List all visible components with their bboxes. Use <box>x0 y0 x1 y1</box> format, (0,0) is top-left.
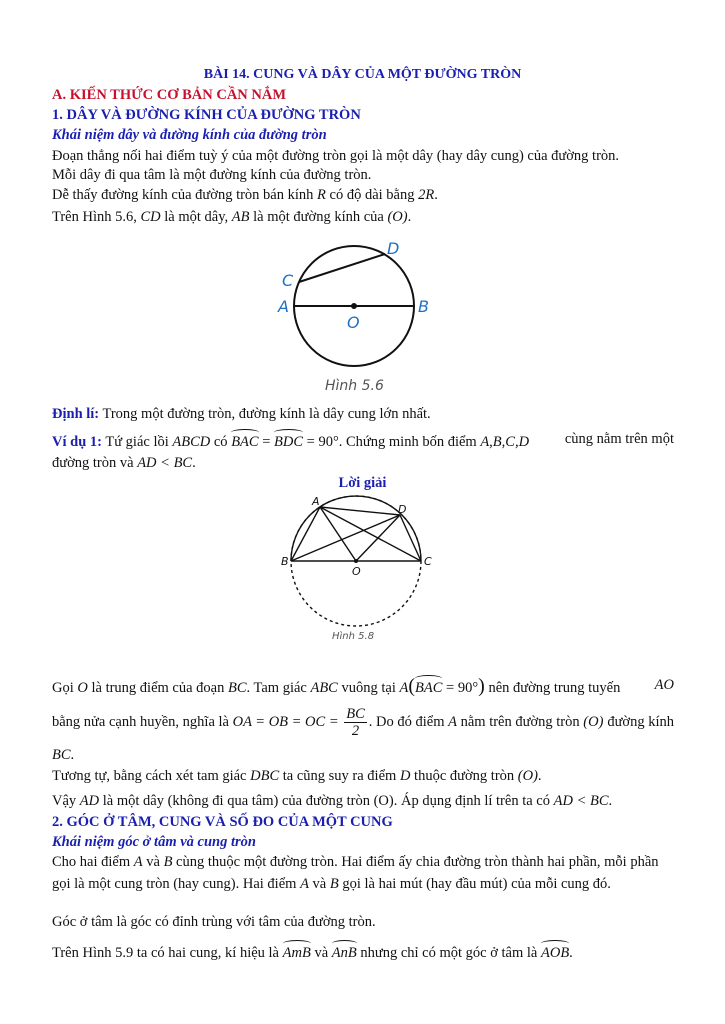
label-d: D <box>387 239 400 258</box>
math-o: (O) <box>387 209 408 225</box>
label-o: O <box>347 313 360 332</box>
math-a: A <box>133 854 143 870</box>
definition-line-1-left <box>52 853 659 871</box>
text: có <box>210 434 232 450</box>
text: . <box>70 747 75 763</box>
label-c: C <box>282 271 294 290</box>
text: có độ dài bằng <box>325 187 419 203</box>
definition-line-3: Góc ở tâm là góc có đỉnh trùng với tâm của đường tròn. <box>52 914 376 930</box>
text: nằm trên đường tròn <box>456 714 584 730</box>
solution-line-3 <box>52 746 74 764</box>
text: gọi là hai mút (hay đầu mút) của mỗi cung đó. <box>338 876 611 892</box>
math-abc: ABC <box>310 680 338 696</box>
segment-db <box>291 515 400 561</box>
text: . <box>569 945 573 961</box>
math-d: D <box>399 768 411 784</box>
text: . <box>608 793 613 809</box>
math-cd: CD <box>140 209 161 225</box>
text: . <box>537 768 542 784</box>
definition-line-1 <box>52 853 674 871</box>
text: Dễ thấy đường kính của đường tròn bán kính <box>52 187 318 203</box>
text: là một dây, <box>160 209 232 225</box>
solution-line-2 <box>52 704 674 740</box>
text: . Do đó điểm <box>368 714 449 730</box>
text: . Tam giác <box>246 680 311 696</box>
label-o: O <box>352 565 361 578</box>
fraction-bc-2 <box>344 706 367 739</box>
text: đường kính <box>607 714 674 730</box>
label-c: C <box>424 555 432 568</box>
example-1-part <box>52 430 529 451</box>
label-a: A <box>312 495 320 508</box>
fraction-numerator: BC <box>346 706 365 723</box>
text: thuộc đường tròn <box>410 768 518 784</box>
paragraph-1: Đoạn thẳng nối hai điểm tuỳ ý của một đường tròn gọi là một dây (hay dây cung) của đường tròn. <box>52 148 620 164</box>
text: cùng nằm trên một <box>564 431 674 447</box>
math-dbc: DBC <box>250 768 280 784</box>
label-b: B <box>418 297 429 316</box>
math-a: A <box>300 876 309 892</box>
example-label: Ví dụ 1: <box>52 434 102 450</box>
paragraph-4 <box>52 208 411 226</box>
theorem-text: Trong một đường tròn, đường kính là dây cung lớn nhất. <box>99 406 431 422</box>
example-1-line-1 <box>52 430 674 451</box>
segment-ab <box>291 507 320 561</box>
math-r: R <box>317 187 326 203</box>
paragraph-2: Mỗi dây đi qua tâm là một đường kính của đường tròn. <box>52 167 372 183</box>
text: ta cũng suy ra điểm <box>279 768 400 784</box>
center-dot <box>351 303 357 309</box>
text: Tứ giác lồi <box>101 434 173 450</box>
label-b: B <box>281 555 289 568</box>
text: và <box>308 876 330 892</box>
text: vuông tại <box>337 680 400 696</box>
concept-1-heading: Khái niệm dây và đường kính của đường tròn <box>52 127 327 143</box>
theorem-label: Định lí: <box>52 406 100 422</box>
solution-line-5 <box>52 792 612 810</box>
solution-label: Lời giải <box>338 475 387 491</box>
definition-line-2 <box>52 875 611 893</box>
paragraph-3 <box>52 186 438 204</box>
angle-bdc: BDC <box>274 430 303 451</box>
solution-line-1-left: Gọi O là trung điểm của đoạn BC. Tam giác ABC vuông tại A(BAC = 90°) nên đường trung tuyến <box>52 675 621 697</box>
math-bc: BC <box>227 680 247 696</box>
text: Tương tự, bằng cách xét tam giác <box>52 768 251 784</box>
text: cùng thuộc một đường tròn. Hai điểm ấy chia đường tròn thành hai phần, mỗi phần <box>172 854 659 870</box>
text: đường tròn và <box>52 455 138 471</box>
text: Trên Hình 5.9 ta có hai cung, kí hiệu là <box>52 945 283 961</box>
label-d: D <box>398 503 407 516</box>
text: Gọi <box>52 680 78 696</box>
fraction-denominator: 2 <box>351 723 360 740</box>
concept-2-heading: Khái niệm góc ở tâm và cung tròn <box>52 834 256 850</box>
math-ad: AD <box>79 793 100 809</box>
solution-line-2-left <box>52 704 603 740</box>
math-b: B <box>163 854 173 870</box>
figure-5-8 <box>276 493 446 648</box>
text: là một dây (không đi qua tâm) của đường tròn (O). Áp dụng định lí trên ta có <box>99 793 554 809</box>
figure-5-6 <box>270 232 440 402</box>
text: . <box>434 187 438 203</box>
text: và <box>310 945 332 961</box>
section-2-heading: 2. GÓC Ở TÂM, CUNG VÀ SỐ ĐO CỦA MỘT CUNG <box>52 814 393 830</box>
arc-amb: AmB <box>283 941 311 962</box>
segment-dc <box>400 515 421 561</box>
math-bc: BC <box>52 747 71 763</box>
segment-do <box>356 515 400 561</box>
example-1-line-2 <box>52 454 196 472</box>
text: = 90° <box>442 680 479 696</box>
text: là một đường kính của <box>249 209 388 225</box>
angle-bac: BAC <box>415 676 442 697</box>
text: Cho hai điểm <box>52 854 134 870</box>
solution-line-1 <box>52 676 674 697</box>
text: nhưng chỉ có một góc ở tâm là <box>356 945 541 961</box>
text: . <box>407 209 412 225</box>
math-a: A <box>448 714 457 730</box>
figure-caption: Hình 5.6 <box>325 378 384 394</box>
segment-ao <box>320 507 356 561</box>
text: gọi là một cung tròn (hay cung). Hai điểm <box>52 876 301 892</box>
chord-cd <box>299 254 385 282</box>
figure-caption: Hình 5.8 <box>332 631 375 642</box>
text: Trên Hình 5.6, <box>52 209 141 225</box>
angle-aob: AOB <box>541 941 569 962</box>
text: là trung điểm của đoạn <box>87 680 228 696</box>
text: và <box>142 854 164 870</box>
page-title: BÀI 14. CUNG VÀ DÂY CỦA MỘT ĐƯỜNG TRÒN <box>203 67 522 82</box>
theorem <box>52 405 431 423</box>
math-ao: AO <box>654 677 674 693</box>
text: bằng nửa cạnh huyền, nghĩa là <box>52 714 233 730</box>
angle-bac: BAC <box>231 430 258 451</box>
section-a-heading: A. KIẾN THỨC CƠ BẢN CẦN NẮM <box>52 87 287 103</box>
math-points: A,B,C,D <box>480 434 530 450</box>
math-2r: 2R <box>418 187 435 203</box>
math-b: B <box>329 876 339 892</box>
math-o: (O) <box>583 714 604 730</box>
section-1-heading: 1. DÂY VÀ ĐƯỜNG KÍNH CỦA ĐƯỜNG TRÒN <box>52 107 361 123</box>
math-equation: OA = OB = OC = <box>232 714 343 730</box>
math-o: (O) <box>517 768 538 784</box>
math-abcd: ABCD <box>172 434 211 450</box>
text: . <box>192 455 196 471</box>
arc-anb: AnB <box>332 941 357 962</box>
math-a: A <box>399 680 409 696</box>
math-ad-lt-bc: AD < BC <box>137 455 193 471</box>
text: Vậy <box>52 793 80 809</box>
solution-line-4 <box>52 767 542 785</box>
text: = <box>258 434 275 450</box>
math-ab: AB <box>231 209 250 225</box>
math-o: O <box>77 680 88 696</box>
label-a: A <box>278 297 289 316</box>
text: = 90°. Chứng minh bốn điểm <box>303 434 481 450</box>
math-ad-lt-bc: AD < BC <box>553 793 609 809</box>
definition-line-4 <box>52 941 573 962</box>
text: nên đường trung tuyến <box>484 680 621 696</box>
center-dot <box>354 559 358 563</box>
